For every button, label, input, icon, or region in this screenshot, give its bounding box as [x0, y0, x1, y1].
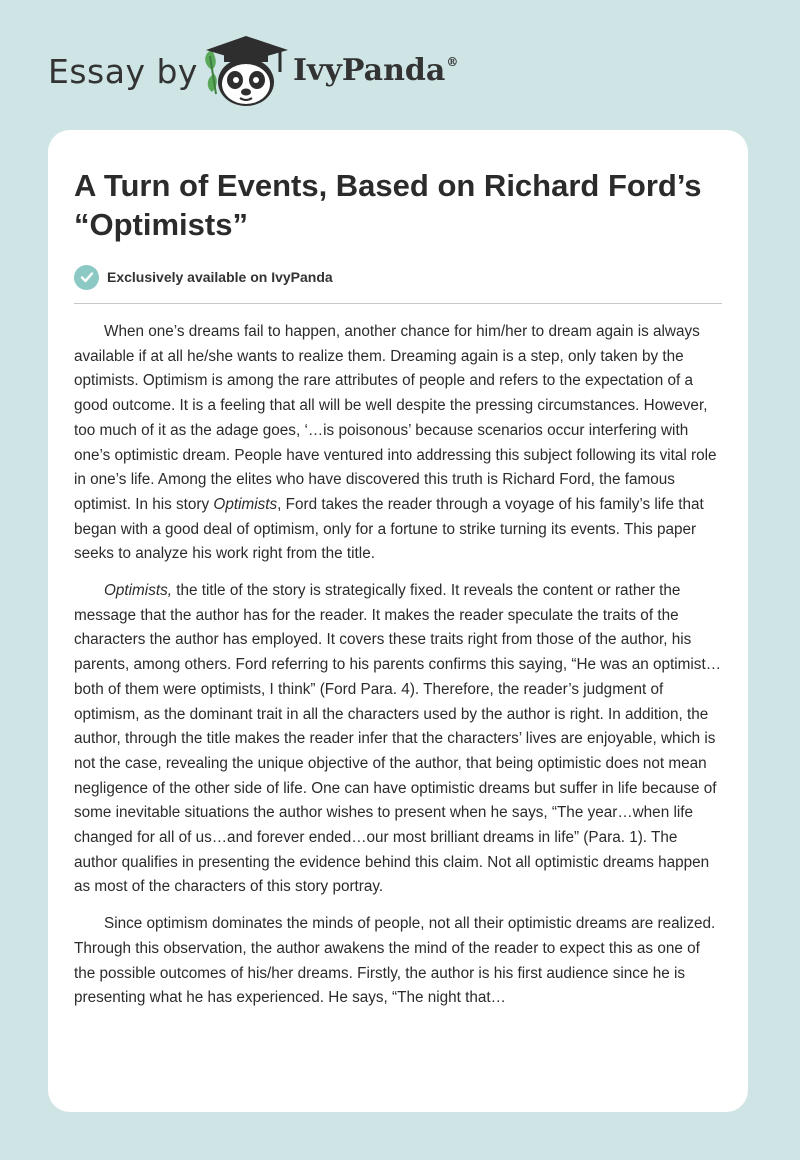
check-circle-icon: [74, 265, 99, 290]
brand-name[interactable]: IvyPanda®: [293, 53, 459, 88]
essay-body: [74, 320, 724, 1023]
paragraph: Optimists, the title of the story is strategically fixed. It reveals the content or rather the message that the author has for the reader. It makes the reader speculate the traits of the characters the author has employed. It covers these traits right from those of the author, his parents, among others. Ford referring to his parents confirms this saying, “He was an optimist…both of them were optimists, I think” (Ford Para. 4). Therefore, the reader’s judgment of optimism, as the dominant trait in all the characters used by the author is right. In addition, the author, through the title makes the reader infer that the characters’ lives are enjoyable, which is not the case, revealing the unique objective of the author, that being optimistic does not mean negligence of the other side of life. One can have optimistic dreams but suffer in life because of some inevitable situations the author wishes to present when he says, “The year…when life changed for all of us…and forever ended…our most brilliant dreams in life” (Para. 1). The author qualifies in presenting the evidence behind this claim. Not all optimistic dreams happen as most of the characters of this story portray.: [74, 582, 721, 896]
exclusive-badge: [74, 264, 333, 290]
paragraph: When one’s dreams fail to happen, another chance for him/her to dream again is always available if at all he/she wants to realize them. Dreaming again is a step, only taken by the optimists. Optimism is among the rare attributes of people and refers to the expectation of a good outcome. It is a feeling that all will be well despite the pressing circumstances. However, too much of it as the adage goes, ‘…is poisonous’ because scenarios occur interfering with one’s optimistic dream. People have ventured into addressing this subject following its vital role in one’s life. Among the elites who have discovered this truth is Richard Ford, the famous optimist. In his story Optimists, Ford takes the reader through a voyage of his family’s life that began with a good deal of optimism, only for a fortune to strike turning its events. This paper seeks to analyze his work right from the title.: [74, 323, 717, 563]
divider: [74, 303, 722, 304]
site-header: [0, 0, 800, 120]
essay-by-label: Essay by: [48, 52, 198, 91]
essay-card: [48, 130, 748, 1112]
registered-mark: ®: [446, 55, 459, 69]
essay-title: A Turn of Events, Based on Richard Ford’s “Optimists”: [74, 168, 702, 242]
panda-logo-icon[interactable]: [200, 30, 290, 110]
badge-text: Exclusively available on IvyPanda: [107, 269, 333, 285]
paragraph: Since optimism dominates the minds of people, not all their optimistic dreams are realized. Through this observation, the author awakens the mind of the reader to expect this as one of the possible outcomes of his/her dreams. Firstly, the author is his first audience since he is presenting what he has experienced. He says, “The night that…: [74, 915, 716, 1007]
